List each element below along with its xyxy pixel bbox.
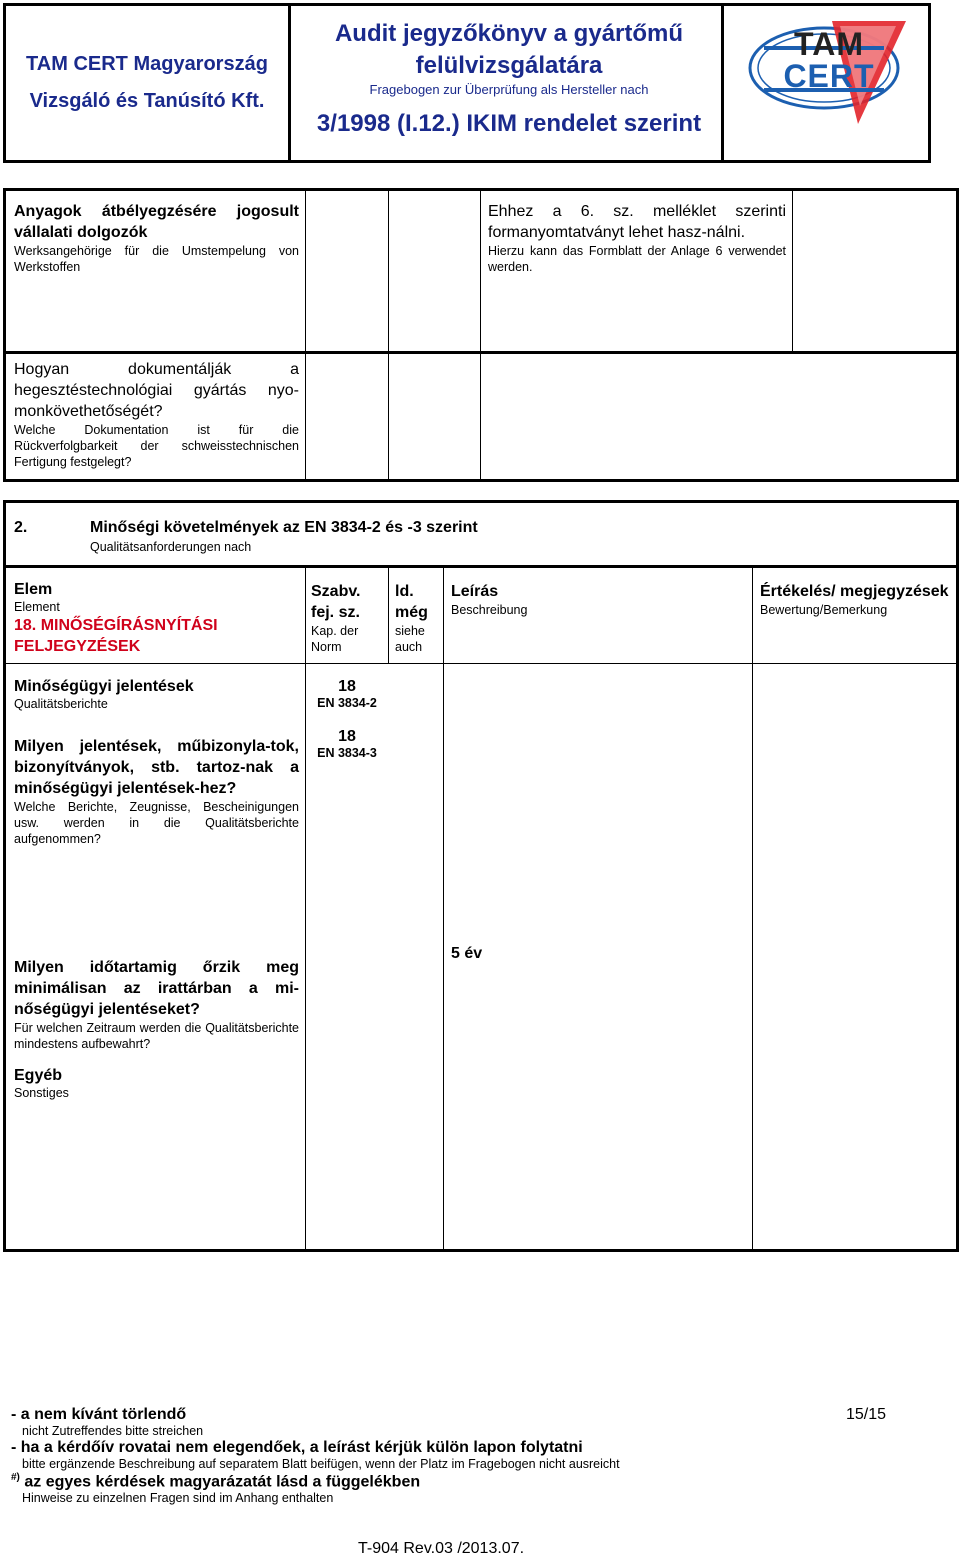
- ref-en3834-2: 18 EN 3834-2: [317, 678, 377, 710]
- logo-text-tam: TAM: [794, 26, 864, 62]
- footer-line3-de: Hinweise zu einzelnen Fragen sind im Anhang enthalten: [22, 1491, 334, 1506]
- footer-line1-hu: - a nem kívánt törlendő: [11, 1406, 187, 1423]
- company-name-line2: Vizsgáló és Tanúsító Kft.: [29, 90, 265, 112]
- section-number: 2.: [14, 519, 28, 536]
- footer-line3-hu: az egyes kérdések magyarázatát lásd a függelékben: [24, 1473, 421, 1491]
- footer-line1-de: nicht Zutreffendes bitte streichen: [22, 1424, 204, 1438]
- title-line2: felülvizsgálatára: [415, 52, 603, 79]
- col-header-leiras: Leírás Beschreibung: [451, 583, 528, 617]
- question-de: Sonstiges: [14, 1086, 69, 1100]
- question-hu: Minőségügyi jelentések: [14, 678, 194, 695]
- title-subtitle: Fragebogen zur Überprüfung als Hersteller nach: [369, 82, 649, 97]
- question-hu: Anyagok átbélyegzésére jogosult vállalati dolgozók: [14, 203, 299, 241]
- retention-answer: 5 év: [451, 945, 483, 962]
- question-de: Qualitätsberichte: [14, 697, 108, 711]
- logo-block: [724, 6, 928, 160]
- company-block: [6, 6, 291, 160]
- section-title: Minőségi követelmények az EN 3834-2 és -3 szerint: [90, 519, 478, 536]
- question-hu: Hogyan dokumentálják a hegesztéstechnológiai gyártás nyo-monkövethetőségét?: [14, 361, 299, 420]
- document-code: T-904 Rev.03 /2013.07.: [358, 1540, 525, 1557]
- row-other: [14, 1067, 299, 1101]
- page-header: [3, 3, 931, 163]
- question-de: Für welchen Zeitraum werden die Qualitätsberichte mindestens aufbewahrt?: [14, 1021, 299, 1051]
- title-line1: Audit jegyzőkönyv a gyártőmű: [334, 20, 684, 47]
- page-number: 15/15: [846, 1406, 887, 1423]
- question-de: Welche Dokumentation ist für die Rückverfolgbarkeit der schweisstechnischen Fertigung festgelegt?: [14, 423, 299, 469]
- col-header-ertekeles: Értékelés/ megjegyzések Bewertung/Bemerkung: [760, 583, 949, 617]
- note-hu: Ehhez a 6. sz. melléklet szerinti formanyomtatványt lehet hasz-nálni.: [488, 203, 786, 241]
- col-header-szabv: Szabv. fej. sz. Kap. der Norm: [311, 583, 361, 654]
- question-hu: Egyéb: [14, 1067, 63, 1084]
- title-block: [294, 6, 724, 160]
- section-2-table: [3, 500, 959, 1252]
- question-de: Welche Berichte, Zeugnisse, Bescheinigungen usw. werden in die Qualitätsberichte aufgenommen?: [14, 800, 299, 846]
- footer-line2-de: bitte ergänzende Beschreibung auf separatem Blatt beifügen, wenn der Platz im Fragebogen nicht ausreicht: [22, 1457, 620, 1471]
- row-traceability: [14, 359, 299, 470]
- ref-en3834-3: 18 EN 3834-3: [317, 728, 377, 760]
- question-hu: Milyen időtartamig őrzik meg minimálisan az irattárban a mi-nőségügyi jelentéseket?: [14, 959, 299, 1018]
- note-de: Hierzu kann das Formblatt der Anlage 6 verwendet werden.: [488, 244, 786, 274]
- row-retention-period: [14, 957, 299, 1052]
- row-stamping-note: [488, 201, 786, 275]
- col-header-ld: ld. még siehe auch: [395, 583, 428, 654]
- section-subtitle: Qualitätsanforderungen nach: [90, 540, 252, 554]
- row-stamping-personnel: [14, 201, 299, 275]
- element-code: 18. MINŐSÉGÍRÁSNYÍTÁSI FELJEGYZÉSEK: [14, 617, 218, 655]
- page-footer: [11, 1406, 891, 1505]
- footer-mark: #): [11, 1472, 20, 1483]
- row-quality-reports: [14, 678, 299, 712]
- footer-line2-hu: - ha a kérdőív rovatai nem elegendőek, a leírást kérjük külön lapon folytatni: [11, 1439, 583, 1456]
- question-hu: Milyen jelentések, műbizonyla-tok, bizonyítványok, stb. tartoz-nak a minőségügyi jelentések-hez?: [14, 738, 299, 797]
- logo-text-cert: CERT: [783, 58, 875, 94]
- company-name-line1: TAM CERT Magyarország: [26, 53, 268, 75]
- col-header-elem: Elem Element 18. MINŐSÉGÍRÁSNYÍTÁSI FELJEGYZÉSEK: [14, 581, 299, 657]
- question-de: Werksangehörige für die Umstempelung von Werkstoffen: [14, 244, 299, 274]
- questions-table-1: [3, 188, 959, 482]
- row-which-reports: [14, 736, 299, 847]
- regulation-title: 3/1998 (I.12.) IKIM rendelet szerint: [316, 110, 702, 137]
